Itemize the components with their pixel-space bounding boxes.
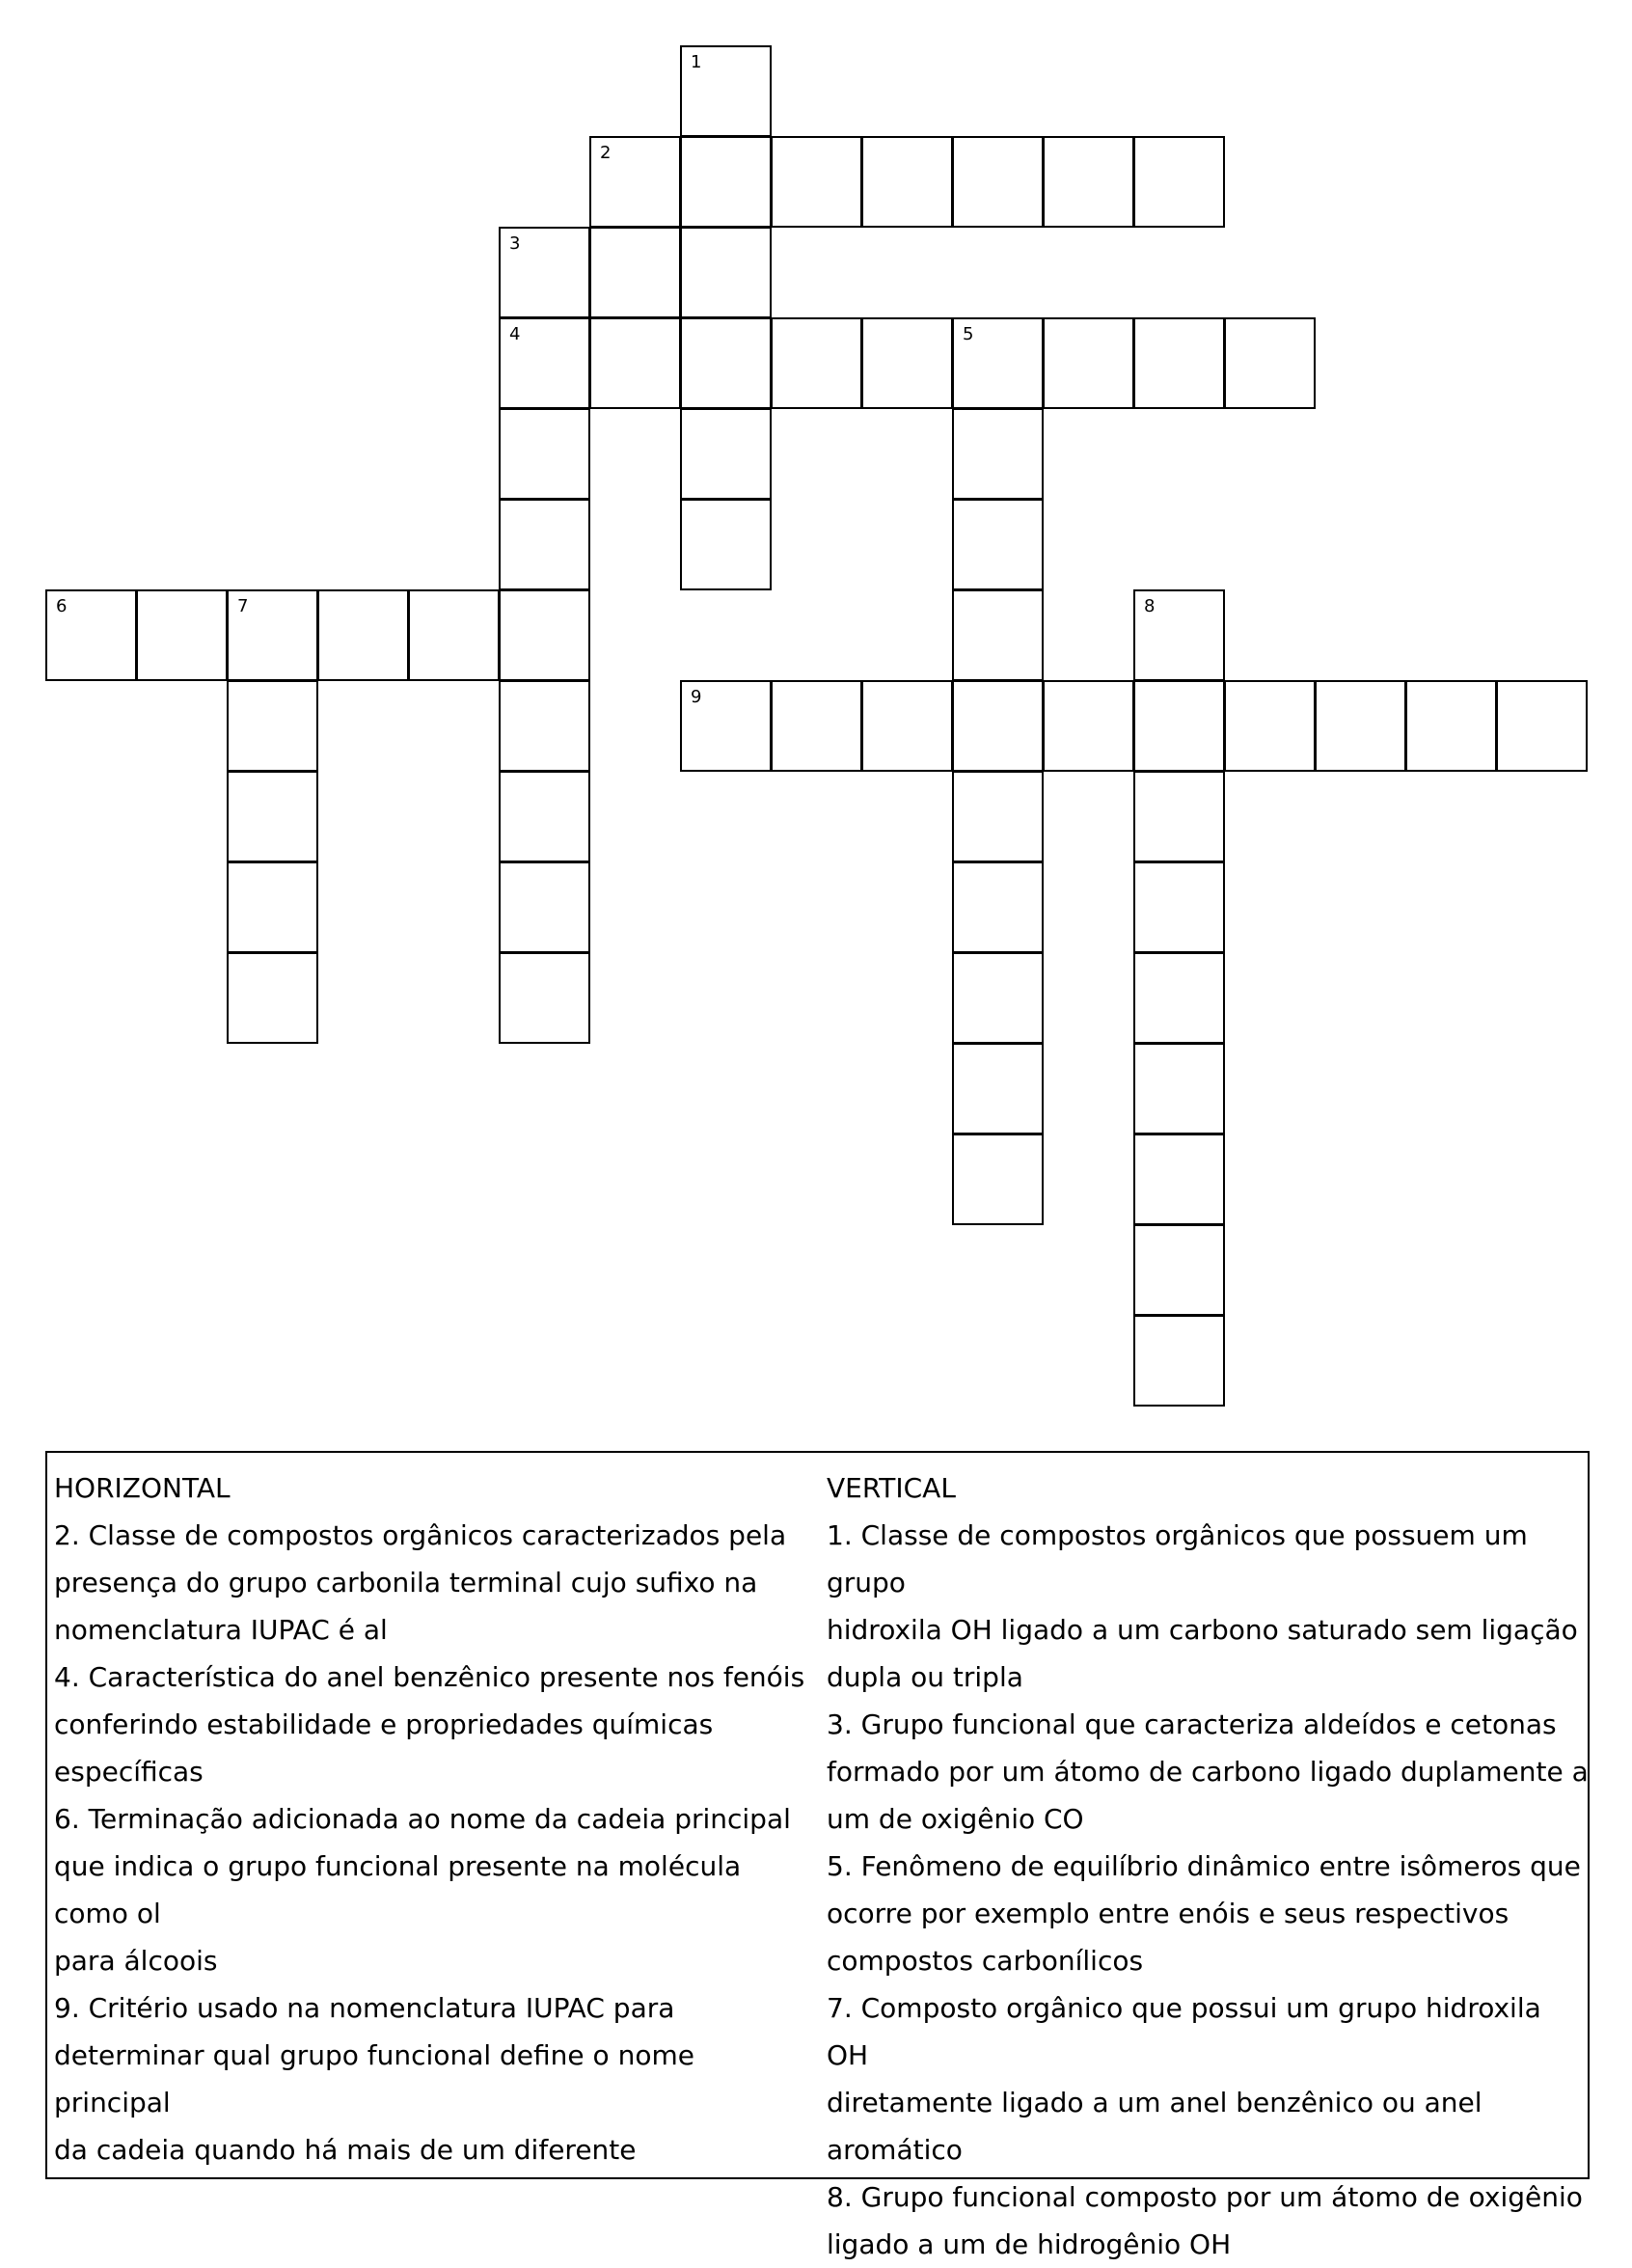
grid-cell[interactable] [1043, 136, 1134, 228]
horizontal-clue-line: conferindo estabilidade e propriedades químicas [54, 1708, 714, 1740]
grid-cell[interactable] [499, 408, 590, 500]
grid-cell[interactable] [680, 317, 772, 409]
grid-cell[interactable] [317, 589, 409, 681]
horizontal-heading: HORIZONTAL [54, 1472, 231, 1504]
vertical-clue-line: hidroxila OH ligado a um carbono saturado sem ligação [827, 1614, 1578, 1646]
vertical-clue-line: 5. Fenômeno de equilíbrio dinâmico entre isômeros que [827, 1850, 1581, 1882]
grid-cell[interactable] [1224, 680, 1316, 772]
grid-cell[interactable] [680, 136, 772, 228]
grid-cell[interactable] [680, 408, 772, 500]
grid-cell[interactable] [499, 861, 590, 953]
grid-cell[interactable] [589, 136, 681, 228]
clue-number: 9 [691, 687, 702, 707]
grid-cell[interactable] [771, 317, 862, 409]
grid-cell[interactable] [952, 408, 1044, 500]
grid-cell[interactable] [861, 136, 953, 228]
grid-cell[interactable] [1133, 771, 1225, 862]
grid-cell[interactable] [680, 227, 772, 318]
clue-number: 5 [963, 324, 974, 344]
grid-cell[interactable] [499, 317, 590, 409]
grid-cell[interactable] [1133, 1134, 1225, 1225]
grid-cell[interactable] [1133, 1224, 1225, 1316]
grid-cell[interactable] [952, 136, 1044, 228]
grid-cell[interactable] [589, 227, 681, 318]
grid-cell[interactable] [952, 680, 1044, 772]
grid-cell[interactable] [952, 317, 1044, 409]
horizontal-clue-line: específicas [54, 1756, 204, 1788]
clue-number: 4 [509, 324, 521, 344]
vertical-clue-line: dupla ou tripla [827, 1661, 1023, 1693]
grid-cell[interactable] [499, 952, 590, 1044]
grid-cell[interactable] [1405, 680, 1497, 772]
grid-cell[interactable] [952, 1134, 1044, 1225]
grid-cell[interactable] [589, 317, 681, 409]
vertical-heading: VERTICAL [827, 1472, 956, 1504]
clue-number: 8 [1144, 596, 1156, 616]
horizontal-clue-line: determinar qual grupo funcional define o nome principal [54, 2039, 694, 2118]
grid-cell[interactable] [952, 861, 1044, 953]
grid-cell[interactable] [227, 952, 318, 1044]
vertical-clues [827, 1464, 1589, 2268]
grid-cell[interactable] [952, 589, 1044, 681]
grid-cell[interactable] [499, 680, 590, 772]
grid-cell[interactable] [1043, 317, 1134, 409]
grid-cell[interactable] [499, 227, 590, 318]
vertical-clue-line: formado por um átomo de carbono ligado duplamente a [827, 1756, 1589, 1788]
grid-cell[interactable] [861, 317, 953, 409]
grid-cell[interactable] [1133, 861, 1225, 953]
grid-cell[interactable] [1133, 1315, 1225, 1407]
grid-cell[interactable] [1133, 952, 1225, 1044]
grid-cell[interactable] [408, 589, 500, 681]
grid-cell[interactable] [227, 680, 318, 772]
clue-number: 6 [56, 596, 68, 616]
clue-number: 2 [600, 143, 612, 163]
clue-number: 1 [691, 52, 702, 72]
grid-cell[interactable] [1133, 317, 1225, 409]
horizontal-clues [54, 1464, 816, 2173]
vertical-clue-line: diretamente ligado a um anel benzênico ou anel aromático [827, 2087, 1482, 2166]
grid-cell[interactable] [1133, 1043, 1225, 1134]
clue-number: 7 [237, 596, 249, 616]
vertical-clue-line: 8. Grupo funcional composto por um átomo de oxigênio [827, 2181, 1583, 2213]
vertical-clue-line: ligado a um de hidrogênio OH [827, 2228, 1232, 2260]
grid-cell[interactable] [680, 45, 772, 137]
grid-cell[interactable] [227, 771, 318, 862]
grid-cell[interactable] [771, 136, 862, 228]
vertical-clue-line: 3. Grupo funcional que caracteriza aldeídos e cetonas [827, 1708, 1557, 1740]
grid-cell[interactable] [45, 589, 137, 681]
grid-cell[interactable] [1133, 589, 1225, 681]
grid-cell[interactable] [771, 680, 862, 772]
vertical-clue-line: 1. Classe de compostos orgânicos que possuem um grupo [827, 1519, 1528, 1599]
grid-cell[interactable] [1133, 680, 1225, 772]
grid-cell[interactable] [952, 952, 1044, 1044]
grid-cell[interactable] [1133, 136, 1225, 228]
grid-cell[interactable] [499, 499, 590, 590]
horizontal-clue-line: nomenclatura IUPAC é al [54, 1614, 388, 1646]
vertical-clue-line: ocorre por exemplo entre enóis e seus respectivos [827, 1898, 1510, 1929]
grid-cell[interactable] [680, 680, 772, 772]
vertical-clue-line: um de oxigênio CO [827, 1803, 1084, 1835]
clues-box [45, 1451, 1590, 2260]
horizontal-clue-line: presença do grupo carbonila terminal cujo sufixo na [54, 1567, 758, 1599]
horizontal-clue-line: 2. Classe de compostos orgânicos caracterizados pela [54, 1519, 787, 1551]
clue-number: 3 [509, 233, 521, 254]
vertical-clue-line: 7. Composto orgânico que possui um grupo hidroxila OH [827, 1992, 1541, 2071]
grid-cell[interactable] [952, 499, 1044, 590]
horizontal-clue-line: que indica o grupo funcional presente na molécula como ol [54, 1850, 742, 1929]
horizontal-clue-line: da cadeia quando há mais de um diferente [54, 2134, 637, 2166]
grid-cell[interactable] [227, 589, 318, 681]
grid-cell[interactable] [136, 589, 228, 681]
grid-cell[interactable] [499, 589, 590, 681]
grid-cell[interactable] [1315, 680, 1406, 772]
grid-cell[interactable] [861, 680, 953, 772]
horizontal-clue-line: para álcoois [54, 1945, 218, 1977]
grid-cell[interactable] [680, 499, 772, 590]
grid-cell[interactable] [952, 1043, 1044, 1134]
grid-cell[interactable] [952, 771, 1044, 862]
grid-cell[interactable] [1224, 317, 1316, 409]
horizontal-clue-line: 4. Característica do anel benzênico presente nos fenóis [54, 1661, 805, 1693]
grid-cell[interactable] [1496, 680, 1588, 772]
grid-cell[interactable] [227, 861, 318, 953]
horizontal-clue-line: 6. Terminação adicionada ao nome da cadeia principal [54, 1803, 791, 1835]
grid-cell[interactable] [499, 771, 590, 862]
horizontal-clue-line: 9. Critério usado na nomenclatura IUPAC para [54, 1992, 675, 2024]
grid-cell[interactable] [1043, 680, 1134, 772]
vertical-clue-line: compostos carbonílicos [827, 1945, 1144, 1977]
